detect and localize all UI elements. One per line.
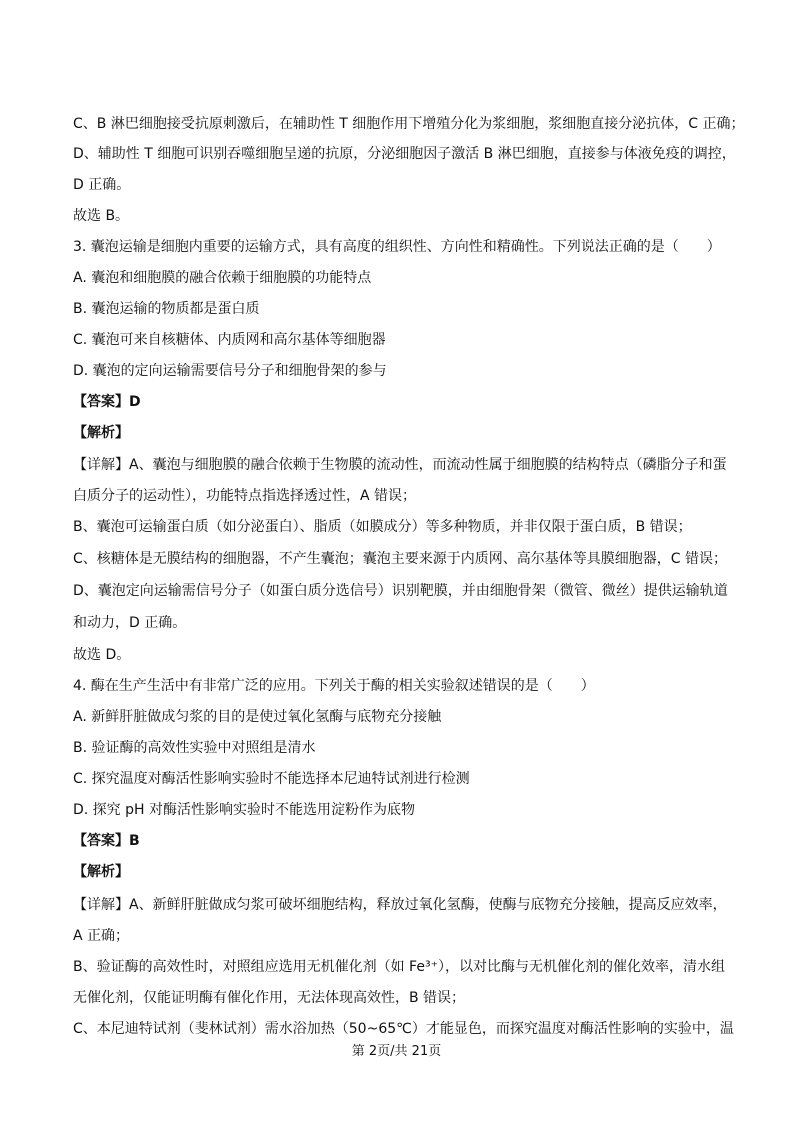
page-footer: 第 2页/共 21页 <box>351 1044 442 1059</box>
text-line: 【详解】A、新鲜肝脏做成匀浆可破坏细胞结构，释放过氧化氢酶，使酶与底物充分接触，提高反应效率， <box>73 897 727 913</box>
text-line: B、囊泡可运输蛋白质（如分泌蛋白）、脂质（如膜成分）等多种物质，并非仅限于蛋白质，B 错误； <box>73 519 692 535</box>
analysis-label: 【解析】 <box>73 425 129 441</box>
text-line: D 正确。 <box>73 177 131 193</box>
analysis-label: 【解析】 <box>73 864 129 880</box>
option-b: B. 囊泡运输的物质都是蛋白质 <box>73 301 260 317</box>
option-b: B. 验证酶的高效性实验中对照组是清水 <box>73 740 316 756</box>
answer-label: 【答案】D <box>73 394 141 410</box>
text-line: 和动力，D 正确。 <box>73 615 187 631</box>
text-line: D、辅助性 T 细胞可识别吞噬细胞呈递的抗原，分泌细胞因子激活 B 淋巴细胞，直接参与体液免疫的调控， <box>73 146 736 162</box>
option-a: A. 囊泡和细胞膜的融合依赖于细胞膜的功能特点 <box>73 270 372 286</box>
text-line: C、B 淋巴细胞接受抗原刺激后，在辅助性 T 细胞作用下增殖分化为浆细胞，浆细胞直接分泌抗体，C 正确； <box>73 116 745 132</box>
question-stem: 4. 酶在生产生活中有非常广泛的应用。下列关于酶的相关实验叙述错误的是（ ） <box>73 678 595 694</box>
text-line: B、验证酶的高效性时，对照组应选用无机催化剂（如 Fe³⁺），以对比酶与无机催化剂的催化效率，清水组 <box>73 959 725 975</box>
text-line: A 正确； <box>73 928 130 944</box>
option-c: C. 探究温度对酶活性影响实验时不能选择本尼迪特试剂进行检测 <box>73 771 470 787</box>
option-a: A. 新鲜肝脏做成匀浆的目的是使过氧化氢酶与底物充分接触 <box>73 709 442 725</box>
question-stem: 3. 囊泡运输是细胞内重要的运输方式，具有高度的组织性、方向性和精确性。下列说法正确的是（ ） <box>73 239 721 255</box>
answer-label: 【答案】B <box>73 833 140 849</box>
text-line: 故选 D。 <box>73 647 131 663</box>
option-c: C. 囊泡可来自核糖体、内质网和高尔基体等细胞器 <box>73 332 386 348</box>
text-line: D、囊泡定向运输需信号分子（如蛋白质分选信号）识别靶膜，并由细胞骨架（微管、微丝）提供运输轨道 <box>73 583 728 599</box>
text-line: 【详解】A、囊泡与细胞膜的融合依赖于生物膜的流动性，而流动性属于细胞膜的结构特点（磷脂分子和蛋 <box>73 457 727 473</box>
option-d: D. 探究 pH 对酶活性影响实验时不能选用淀粉作为底物 <box>73 802 415 818</box>
text-line: 白质分子的运动性），功能特点指选择透过性，A 错误； <box>73 488 417 504</box>
text-line: 故选 B。 <box>73 208 130 224</box>
text-line: C、核糖体是无膜结构的细胞器，不产生囊泡；囊泡主要来源于内质网、高尔基体等具膜细胞器，C 错误； <box>73 551 727 567</box>
option-d: D. 囊泡的定向运输需要信号分子和细胞骨架的参与 <box>73 363 387 379</box>
text-line: C、本尼迪特试剂（斐林试剂）需水浴加热（50~65℃）才能显色，而探究温度对酶活性影响的实验中，温 <box>73 1021 734 1037</box>
text-line: 无催化剂，仅能证明酶有催化作用，无法体现高效性，B 错误； <box>73 990 466 1006</box>
